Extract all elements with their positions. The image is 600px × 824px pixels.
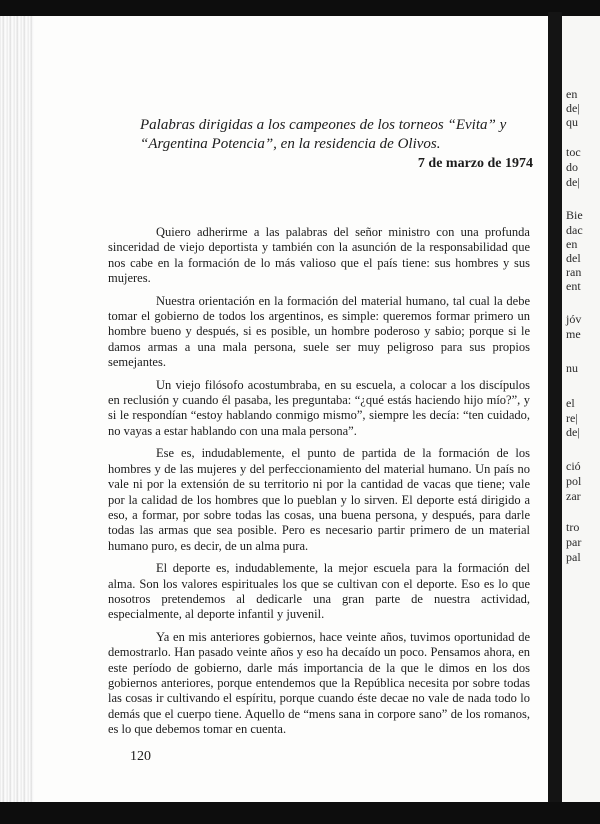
paragraph: El deporte es, indudablemente, la mejor escuela para la formación del alma. Son los valores espirituales los que se cultivan con el deporte. Eso es lo que nosotros pretendemos al dedicarle una gran parte de nuestra actividad, especialmente, al deporte infantil y juvenil. bbox=[108, 561, 530, 622]
adjacent-page-fragment: ran bbox=[566, 265, 582, 279]
adjacent-page-fragment: de| bbox=[566, 425, 580, 439]
adjacent-page-fragment: ció bbox=[566, 459, 581, 473]
adjacent-page-fragment: de| bbox=[566, 175, 580, 189]
adjacent-page-fragment: el bbox=[566, 396, 575, 410]
adjacent-page-fragment: pal bbox=[566, 550, 581, 564]
adjacent-page-fragment: en bbox=[566, 237, 578, 251]
adjacent-page-fragment: tro bbox=[566, 520, 580, 534]
paragraph: Quiero adherirme a las palabras del señor ministro con una profunda sinceridad de viejo deportista y también con la asunción de la responsabilidad que nos cabe en la formación de lo más valioso que el país tiene: sus hombres y sus mujeres. bbox=[108, 225, 530, 286]
adjacent-page-fragment: ent bbox=[566, 279, 581, 293]
speech-date: 7 de marzo de 1974 bbox=[417, 156, 533, 171]
paragraph: Nuestra orientación en la formación del material humano, tal cual la debe tomar el gobierno de todos los argentinos, es simple: queremos formar primero un hombre bueno y después, si es posible, un hombre poderoso y sabio; porque si le damos armas a una mala persona, suele ser muy peligroso para sus propios semejantes. bbox=[108, 293, 530, 370]
scan-border-right bbox=[548, 12, 562, 810]
adjacent-page-fragment: en bbox=[566, 87, 578, 101]
adjacent-page-fragment: zar bbox=[566, 489, 581, 503]
adjacent-page-fragment: nu bbox=[566, 361, 578, 375]
speech-body bbox=[108, 225, 530, 745]
book-gutter bbox=[0, 14, 35, 804]
adjacent-page-fragment: par bbox=[566, 535, 582, 549]
paragraph: Ya en mis anteriores gobiernos, hace veinte años, tuvimos oportunidad de demostrarlo. Han pasado veinte años y eso ha decaído un poco. Pensamos ahora, en este período de gobierno, darle más importancia de la que le dimos en los dos gobiernos anteriores, porque entendemos que la República necesita por sobre todas las cosas ir cultivando el espíritu, porque cuando éste decae no vale de nada todo lo demás que el cuerpo tiene. Aquello de “mens sana in corpore sano” de los romanos, es lo que debemos tomar en cuenta. bbox=[108, 629, 530, 737]
speech-heading: Palabras dirigidas a los campeones de los torneos “Evita” y “Argentina Potencia”, en la residencia de Olivos. bbox=[140, 117, 507, 152]
adjacent-page-fragment: del bbox=[566, 251, 581, 265]
adjacent-page-fragment: qu bbox=[566, 115, 578, 129]
scan-border-bottom bbox=[0, 802, 600, 824]
adjacent-page-fragment: pol bbox=[566, 474, 582, 488]
adjacent-page-edge bbox=[562, 16, 600, 802]
adjacent-page-fragment: me bbox=[566, 327, 581, 341]
adjacent-page-fragment: do bbox=[566, 160, 578, 174]
scan-border-top bbox=[0, 0, 600, 16]
adjacent-page-fragment: Bie bbox=[566, 208, 583, 222]
adjacent-page-fragment: de| bbox=[566, 101, 580, 115]
adjacent-page-fragment: jóv bbox=[566, 312, 582, 326]
adjacent-page-fragment: toc bbox=[566, 145, 581, 159]
page-number: 120 bbox=[130, 749, 151, 764]
adjacent-page-fragment: dac bbox=[566, 223, 583, 237]
paragraph: Un viejo filósofo acostumbraba, en su escuela, a colocar a los discípulos en reclusión y cuando él pasaba, les preguntaba: “¿qué estás haciendo hijo mío?”, y si le respondían “estoy hablando conmigo mismo”, siempre les decía: “ten cuidado, no vayas a estar hablando con una mala persona”. bbox=[108, 377, 530, 438]
adjacent-page-fragment: re| bbox=[566, 411, 578, 425]
paragraph: Ese es, indudablemente, el punto de partida de la formación de los hombres y de las mujeres y del perfeccionamiento del material humano. Un país no vale ni por la extensión de su territorio ni por la cantidad de vacas que tiene; vale por la calidad de los hombres que lo pueblan y lo sirven. El deporte está dirigido a eso, a formar, por sobre todas las cosas, una buena persona, y después, para darle todas las armas que sea posible. Pero es necesario partir primero de un material humano puro, es decir, de un alma pura. bbox=[108, 446, 530, 553]
